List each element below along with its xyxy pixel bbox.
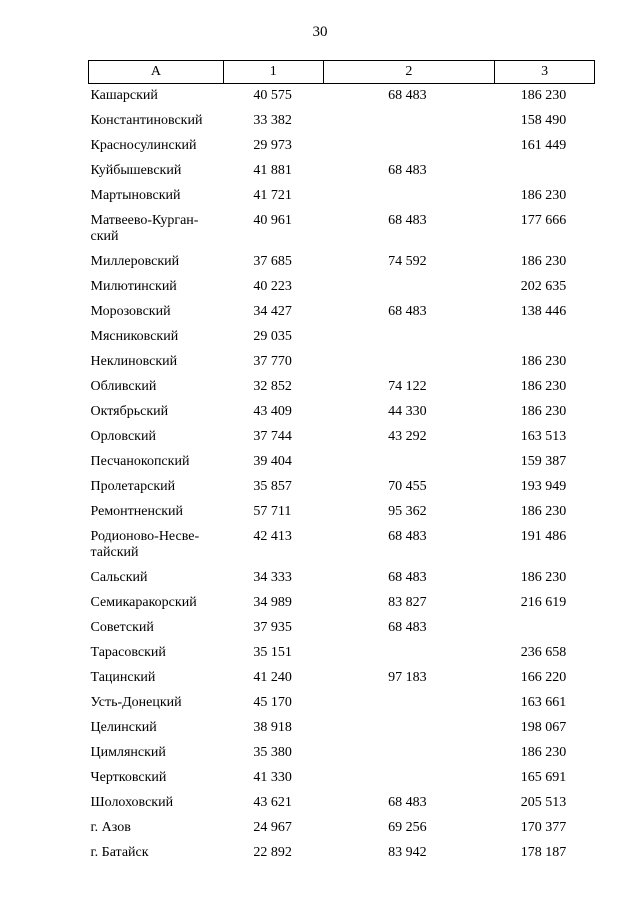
district-name-cell: Миллеровский <box>90 254 180 269</box>
value-col3-cell: 178 187 <box>520 845 567 860</box>
value-col2-cell: 68 483 <box>388 163 427 178</box>
value-col2-cell: 95 362 <box>388 504 427 519</box>
value-col1-cell: 37 935 <box>253 620 292 635</box>
table-row <box>89 766 595 791</box>
value-col1-cell: 43 621 <box>253 795 292 810</box>
table-row <box>89 566 595 591</box>
value-col3-cell: 186 230 <box>520 88 567 103</box>
district-name-cell: Тарасовский <box>90 645 166 660</box>
value-col2-cell: 70 455 <box>388 479 427 494</box>
value-col3-cell: 138 446 <box>520 304 567 319</box>
table-row <box>89 425 595 450</box>
value-col1-cell: 22 892 <box>253 845 292 860</box>
value-col3-cell <box>495 616 595 641</box>
header-cell-1: 1 <box>223 61 323 84</box>
value-col3-cell: 161 449 <box>520 138 567 153</box>
table-row <box>89 209 595 250</box>
value-col1-cell: 34 427 <box>253 304 292 319</box>
district-name-cell: Песчанокопский <box>90 454 190 469</box>
table-row <box>89 159 595 184</box>
table-row <box>89 666 595 691</box>
value-col2-cell: 97 183 <box>388 670 427 685</box>
table-row <box>89 84 595 110</box>
district-name-cell: г. Азов <box>90 820 131 835</box>
value-col1-cell: 41 721 <box>253 188 292 203</box>
table-row <box>89 475 595 500</box>
district-name-cell: Октябрьский <box>90 404 169 419</box>
value-col1-cell: 37 685 <box>253 254 292 269</box>
value-col3-cell: 165 691 <box>520 770 567 785</box>
value-col2-cell <box>323 766 495 791</box>
value-col1-cell: 24 967 <box>253 820 292 835</box>
value-col2-cell: 68 483 <box>388 620 427 635</box>
value-col3-cell: 170 377 <box>520 820 567 835</box>
value-col3-cell: 186 230 <box>520 504 567 519</box>
table-row <box>89 500 595 525</box>
value-col3-cell: 186 230 <box>520 354 567 369</box>
value-col1-cell: 41 240 <box>253 670 292 685</box>
value-col3-cell: 166 220 <box>520 670 567 685</box>
district-name-cell: Тацинский <box>90 670 156 685</box>
value-col3-cell: 186 230 <box>520 745 567 760</box>
table-row <box>89 791 595 816</box>
table-row <box>89 691 595 716</box>
value-col1-cell: 45 170 <box>253 695 292 710</box>
table-header <box>89 61 595 84</box>
table-row <box>89 641 595 666</box>
district-name-cell: Шолоховский <box>90 795 174 810</box>
district-name-cell: Советский <box>90 620 154 635</box>
value-col3-cell: 216 619 <box>520 595 567 610</box>
value-col2-cell <box>323 691 495 716</box>
district-name-cell: Цимлянский <box>90 745 166 760</box>
value-col2-cell: 68 483 <box>388 529 427 544</box>
value-col3-cell <box>495 159 595 184</box>
value-col1-cell: 43 409 <box>253 404 292 419</box>
value-col1-cell: 35 857 <box>253 479 292 494</box>
value-col3-cell: 186 230 <box>520 379 567 394</box>
table-row <box>89 275 595 300</box>
value-col1-cell: 35 380 <box>253 745 292 760</box>
value-col3-cell: 191 486 <box>520 529 567 544</box>
value-col2-cell <box>323 350 495 375</box>
value-col2-cell <box>323 716 495 741</box>
value-col2-cell: 68 483 <box>388 213 427 228</box>
value-col2-cell: 43 292 <box>388 429 427 444</box>
value-col2-cell <box>323 450 495 475</box>
value-col3-cell <box>495 325 595 350</box>
value-col3-cell: 205 513 <box>520 795 567 810</box>
value-col3-cell: 186 230 <box>520 404 567 419</box>
value-col1-cell: 39 404 <box>253 454 292 469</box>
value-col2-cell: 83 827 <box>388 595 427 610</box>
value-col1-cell: 41 330 <box>253 770 292 785</box>
district-name-cell: Семикаракорский <box>90 595 197 610</box>
table-row <box>89 300 595 325</box>
district-name-cell: Мясниковский <box>90 329 179 344</box>
value-col3-cell: 159 387 <box>520 454 567 469</box>
table-row <box>89 450 595 475</box>
value-col3-cell: 186 230 <box>520 188 567 203</box>
value-col1-cell: 41 881 <box>253 163 292 178</box>
district-name-cell: Пролетарский <box>90 479 176 494</box>
value-col1-cell: 29 973 <box>253 138 292 153</box>
table-row <box>89 350 595 375</box>
value-col2-cell: 44 330 <box>388 404 427 419</box>
table-row <box>89 250 595 275</box>
value-col3-cell: 186 230 <box>520 570 567 585</box>
header-cell-2: 2 <box>323 61 495 84</box>
value-col1-cell: 35 151 <box>253 645 292 660</box>
district-name-cell: Морозовский <box>90 304 171 319</box>
value-col2-cell <box>323 184 495 209</box>
district-name-cell: Родионово-Несве- тайский <box>90 529 200 560</box>
header-cell-3: 3 <box>495 61 595 84</box>
value-col2-cell: 69 256 <box>388 820 427 835</box>
value-col1-cell: 40 961 <box>253 213 292 228</box>
table-row <box>89 400 595 425</box>
district-name-cell: Обливский <box>90 379 157 394</box>
table-row <box>89 325 595 350</box>
value-col1-cell: 38 918 <box>253 720 292 735</box>
value-col3-cell: 193 949 <box>520 479 567 494</box>
table-row <box>89 741 595 766</box>
page-number: 30 <box>312 24 328 40</box>
district-name-cell: Матвеево-Курган- ский <box>90 213 199 244</box>
table-row <box>89 109 595 134</box>
table-row <box>89 184 595 209</box>
value-col2-cell: 74 122 <box>388 379 427 394</box>
district-name-cell: Кашарский <box>90 88 158 103</box>
table-row <box>89 591 595 616</box>
district-name-cell: г. Батайск <box>90 845 149 860</box>
data-table <box>88 60 595 866</box>
value-col3-cell: 163 513 <box>520 429 567 444</box>
value-col2-cell: 74 592 <box>388 254 427 269</box>
table-row <box>89 375 595 400</box>
value-col3-cell: 177 666 <box>520 213 567 228</box>
value-col2-cell: 83 942 <box>388 845 427 860</box>
district-name-cell: Неклиновский <box>90 354 178 369</box>
value-col3-cell: 186 230 <box>520 254 567 269</box>
table-row <box>89 525 595 566</box>
district-name-cell: Сальский <box>90 570 148 585</box>
value-col1-cell: 34 989 <box>253 595 292 610</box>
value-col2-cell: 68 483 <box>388 570 427 585</box>
value-col1-cell: 40 575 <box>253 88 292 103</box>
district-name-cell: Милютинский <box>90 279 177 294</box>
value-col1-cell: 37 770 <box>253 354 292 369</box>
value-col2-cell <box>323 275 495 300</box>
district-name-cell: Ремонтненский <box>90 504 183 519</box>
table-row <box>89 616 595 641</box>
header-row <box>89 61 595 84</box>
value-col3-cell: 202 635 <box>520 279 567 294</box>
district-name-cell: Целинский <box>90 720 157 735</box>
district-name-cell: Усть-Донецкий <box>90 695 182 710</box>
table-row <box>89 816 595 841</box>
value-col2-cell <box>323 134 495 159</box>
table-row <box>89 841 595 866</box>
value-col3-cell: 236 658 <box>520 645 567 660</box>
value-col1-cell: 42 413 <box>253 529 292 544</box>
district-name-cell: Орловский <box>90 429 156 444</box>
value-col3-cell: 158 490 <box>520 113 567 128</box>
value-col2-cell: 68 483 <box>388 795 427 810</box>
district-name-cell: Константиновский <box>90 113 203 128</box>
value-col2-cell <box>323 325 495 350</box>
table-body <box>89 84 595 867</box>
value-col2-cell <box>323 109 495 134</box>
value-col3-cell: 163 661 <box>520 695 567 710</box>
district-name-cell: Куйбышевский <box>90 163 182 178</box>
value-col1-cell: 37 744 <box>253 429 292 444</box>
table-row <box>89 716 595 741</box>
table-row <box>89 134 595 159</box>
value-col3-cell: 198 067 <box>520 720 567 735</box>
value-col1-cell: 32 852 <box>253 379 292 394</box>
value-col1-cell: 33 382 <box>253 113 292 128</box>
district-name-cell: Мартыновский <box>90 188 181 203</box>
district-name-cell: Чертковский <box>90 770 167 785</box>
value-col1-cell: 34 333 <box>253 570 292 585</box>
value-col1-cell: 40 223 <box>253 279 292 294</box>
value-col2-cell: 68 483 <box>388 88 427 103</box>
value-col1-cell: 57 711 <box>253 504 292 519</box>
value-col2-cell <box>323 741 495 766</box>
value-col2-cell <box>323 641 495 666</box>
value-col2-cell: 68 483 <box>388 304 427 319</box>
header-cell-a: А <box>89 61 224 84</box>
value-col1-cell: 29 035 <box>253 329 292 344</box>
district-name-cell: Красносулинский <box>90 138 197 153</box>
